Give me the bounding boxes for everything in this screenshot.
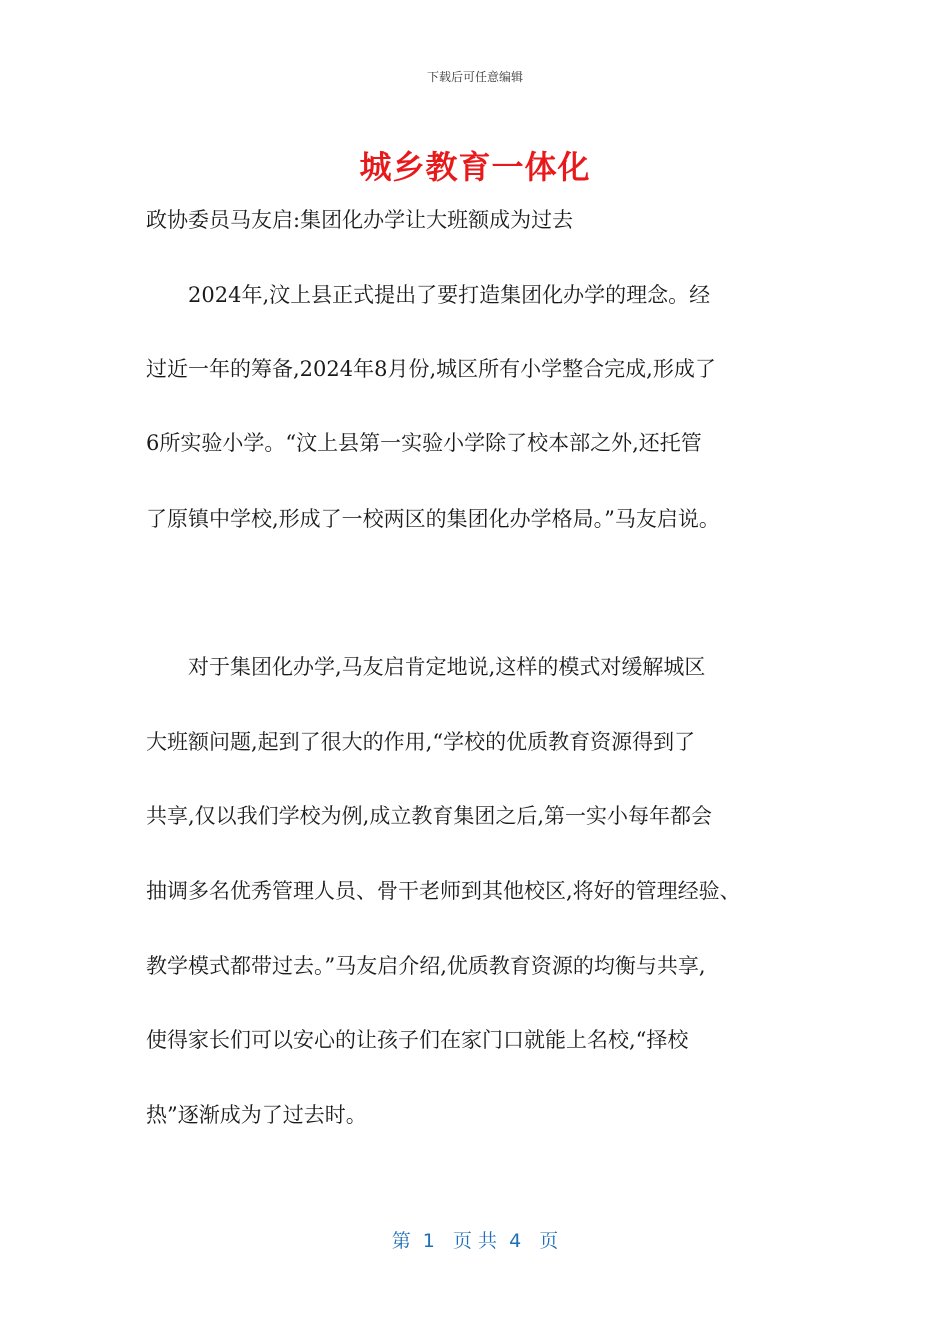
- header-note: 下载后可任意编辑: [426, 70, 523, 84]
- paragraph-line: 了原镇中学校,形成了一校两区的集团化办学格局。”马友启说。: [146, 507, 720, 531]
- document-title: 城乡教育一体化: [359, 148, 591, 186]
- document-subtitle: 政协委员马友启:集团化办学让大班额成为过去: [146, 208, 574, 232]
- paragraph-line: 共享,仅以我们学校为例,成立教育集团之后,第一实小每年都会: [146, 804, 713, 828]
- page-number-footer: 第 1 页 共 4 页: [391, 1230, 559, 1252]
- paragraph-line: 2024年,汶上县正式提出了要打造集团化办学的理念。经: [146, 283, 711, 307]
- paragraph-line: 大班额问题,起到了很大的作用,“学校的优质教育资源得到了: [146, 730, 696, 754]
- paragraph-line: 热”逐渐成为了过去时。: [146, 1103, 367, 1127]
- paragraph-line: 使得家长们可以安心的让孩子们在家门口就能上名校,“择校: [146, 1028, 689, 1052]
- paragraph-line: 抽调多名优秀管理人员、骨干老师到其他校区,将好的管理经验、: [146, 879, 741, 903]
- paragraph-line: 6所实验小学。“汶上县第一实验小学除了校本部之外,还托管: [146, 431, 702, 455]
- paragraph-line: 过近一年的筹备,2024年8月份,城区所有小学整合完成,形成了: [146, 357, 716, 381]
- paragraph-line: 对于集团化办学,马友启肯定地说,这样的模式对缓解城区: [146, 655, 706, 679]
- paragraph-line: 教学模式都带过去。”马友启介绍,优质教育资源的均衡与共享,: [146, 954, 706, 978]
